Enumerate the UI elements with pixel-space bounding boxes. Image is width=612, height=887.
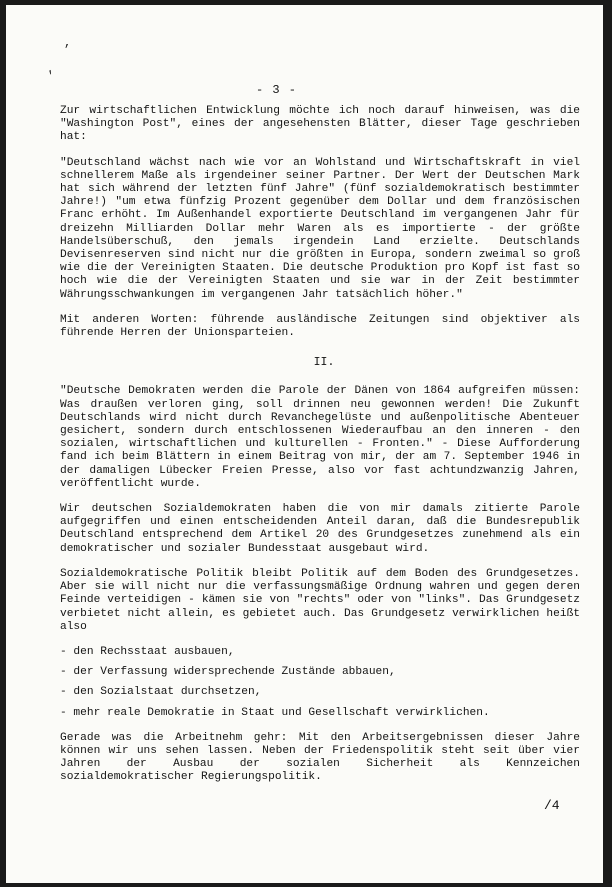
list-item: - den Rechsstaat ausbauen, bbox=[60, 645, 235, 658]
comment-paragraph: Mit anderen Worten: führende ausländische Zeitungen sind objektiver als führende Herren der Unionsparteien. bbox=[60, 313, 580, 340]
closing-paragraph: Gerade was die Arbeitnehm gehr: Mit den Arbeitsergebnissen dieser Jahre können wir uns sehen lassen. Neben der Friedenspolitik steht seit über vier Jahren der Ausbau der sozialen Sicherheit als Kennzeichen sozialdemokratischer Regierungspolitik. bbox=[60, 731, 580, 784]
goals-list bbox=[60, 646, 580, 720]
margin-mark: , bbox=[42, 61, 57, 77]
section-heading: II. bbox=[313, 356, 335, 370]
continuation-marker: /4 bbox=[544, 798, 560, 813]
typed-body-text bbox=[60, 105, 580, 797]
list-item: - den Sozialstaat durchsetzen, bbox=[60, 686, 262, 699]
intro-paragraph: Zur wirtschaftlichen Entwicklung möchte ich noch darauf hinweisen, was die "Washington Post", eines der angesehensten Blätter, dieser Tage geschrieben hat: bbox=[60, 105, 580, 144]
margin-mark: , bbox=[64, 36, 72, 50]
social-democrats-paragraph: Wir deutschen Sozialdemokraten haben die von mir damals zitierte Parole aufgegriffen und einen entscheidenden Anteil daran, daß die Bundesrepublik Deutschland entsprechend dem Artikel 20 des Grundgesetzes zunehmend als ein demokratischer und sozialer Bundesstaat ausgebaut wird. bbox=[60, 503, 580, 555]
page-number: - 3 - bbox=[256, 83, 298, 97]
list-item: - der Verfassung widersprechende Zustände abbauen, bbox=[60, 666, 396, 679]
policy-paragraph: Sozialdemokratische Politik bleibt Politik auf dem Boden des Grundgesetzes. Aber sie will nicht nur die verfassungsmäßige Ordnung wahren und gegen deren Feinde verteidigen - kämen sie von "rechts" oder von "links". Das Grundgesetz verbietet nicht allein, es gebietet auch. Das Grundgesetz verwirklichen heißt also bbox=[60, 567, 580, 633]
washington-post-quote: "Deutschland wächst nach wie vor an Wohlstand und Wirtschaftskraft in viel schnellerem Maße als irgendeiner seiner Partner. Der Wert der Deutschen Mark hat sich während der letzten fünf Jahre" (fünf sozialdemokratisch bestimmter Jahre!) "um etwa fünfzig Prozent gegenüber dem Dollar und dem französischen Franc erhöht. Im Außenhandel exportierte Deutschland im vergangenen Jahr für dreizehn Milliarden Dollar mehr Waren als es importierte - der größte Handelsüberschuß, den jemals irgendein Land erzielte. Deutschlands Devisenreserven sind nicht nur die größten in Europa, sondern zweimal so groß wie die der Vereinigten Staaten. Die deutsche Produktion pro Kopf ist fast so hoch wie die der Vereinigten Staaten und sie war in der Zeit bestimmter Währungsschwankungen im vergangenen Jahr tatsächlich höher." bbox=[60, 156, 580, 301]
parole-paragraph: "Deutsche Demokraten werden die Parole der Dänen von 1864 aufgreifen müssen: Was draußen verloren ging, soll drinnen neu gewonnen werden! Die Zukunft Deutschlands wird nicht durch Revanchegelüste und außenpolitische Abenteuer gesichert, sondern durch entschlossenen Wiederaufbau an den inneren - den sozialen, wirtschaftlichen und kulturellen - Fronten." - Diese Aufforderung fand ich beim Blättern in einem Beitrag von mir, der am 7. September 1946 in der damaligen Lübecker Freien Presse, also vor fast achtundzwanzig Jahren, veröffentlicht wurde. bbox=[60, 385, 580, 490]
list-item: - mehr reale Demokratie in Staat und Gesellschaft verwirklichen. bbox=[60, 706, 490, 719]
document-page bbox=[6, 5, 603, 883]
